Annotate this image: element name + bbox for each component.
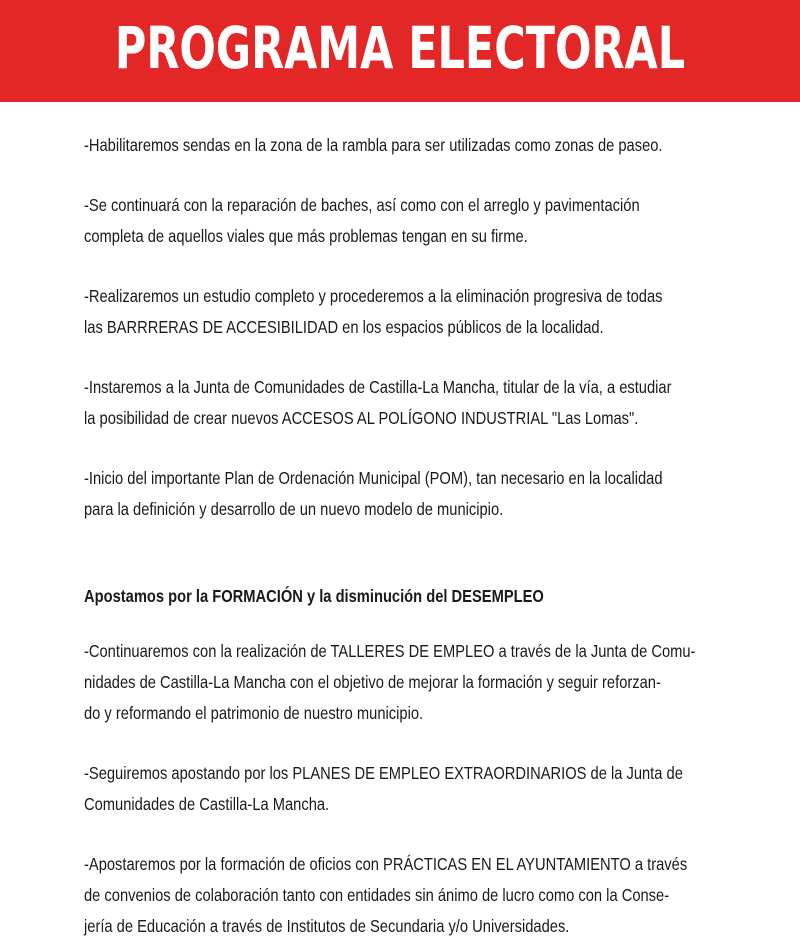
paragraph-line: -Apostaremos por la formación de oficios con PRÁCTICAS EN EL AYUNTAMIENTO a través xyxy=(84,854,688,874)
paragraph-planes-empleo xyxy=(84,758,773,820)
paragraph-line: completa de aquellos viales que más problemas tengan en su firme. xyxy=(84,226,528,246)
paragraph-accesibilidad xyxy=(84,281,773,343)
paragraph-pom xyxy=(84,463,773,525)
paragraph-line: para la definición y desarrollo de un nuevo modelo de municipio. xyxy=(84,499,504,519)
paragraph-line: -Habilitaremos sendas en la zona de la rambla para ser utilizadas como zonas de paseo. xyxy=(84,135,663,155)
paragraph-line: nidades de Castilla-La Mancha con el objetivo de mejorar la formación y seguir reforzan- xyxy=(84,672,661,692)
paragraph-line: jería de Educación a través de Institutos de Secundaria y/o Universidades. xyxy=(84,916,570,936)
paragraph-line: -Inicio del importante Plan de Ordenación Municipal (POM), tan necesario en la localidad xyxy=(84,468,663,488)
paragraph-line: do y reformando el patrimonio de nuestro municipio. xyxy=(84,703,424,723)
document-body xyxy=(84,130,774,942)
paragraph-line: -Instaremos a la Junta de Comunidades de Castilla-La Mancha, titular de la vía, a estudiar xyxy=(84,377,672,397)
paragraph-line: -Seguiremos apostando por los PLANES DE EMPLEO EXTRAORDINARIOS de la Junta de xyxy=(84,763,683,783)
paragraph-practicas xyxy=(84,849,773,942)
paragraph-baches xyxy=(84,190,773,252)
paragraph-line: -Realizaremos un estudio completo y procederemos a la eliminación progresiva de todas xyxy=(84,286,663,306)
paragraph-accesos-poligono xyxy=(84,372,773,434)
paragraph-line: las BARRRERAS DE ACCESIBILIDAD en los espacios públicos de la localidad. xyxy=(84,317,604,337)
page-title: PROGRAMA ELECTORAL xyxy=(114,14,686,82)
paragraph-line: de convenios de colaboración tanto con entidades sin ánimo de lucro como con la Conse- xyxy=(84,885,670,905)
paragraph-talleres xyxy=(84,636,773,729)
section-heading: Apostamos por la FORMACIÓN y la disminución del DESEMPLEO xyxy=(84,586,544,606)
paragraph-line: -Se continuará con la reparación de baches, así como con el arreglo y pavimentación xyxy=(84,195,640,215)
paragraph-line: Comunidades de Castilla-La Mancha. xyxy=(84,794,330,814)
title-banner xyxy=(0,0,800,102)
paragraph-line: la posibilidad de crear nuevos ACCESOS AL POLÍGONO INDUSTRIAL "Las Lomas". xyxy=(84,408,639,428)
paragraph-line: -Continuaremos con la realización de TALLERES DE EMPLEO a través de la Junta de Comu- xyxy=(84,641,696,661)
paragraph-senderos xyxy=(84,130,773,161)
